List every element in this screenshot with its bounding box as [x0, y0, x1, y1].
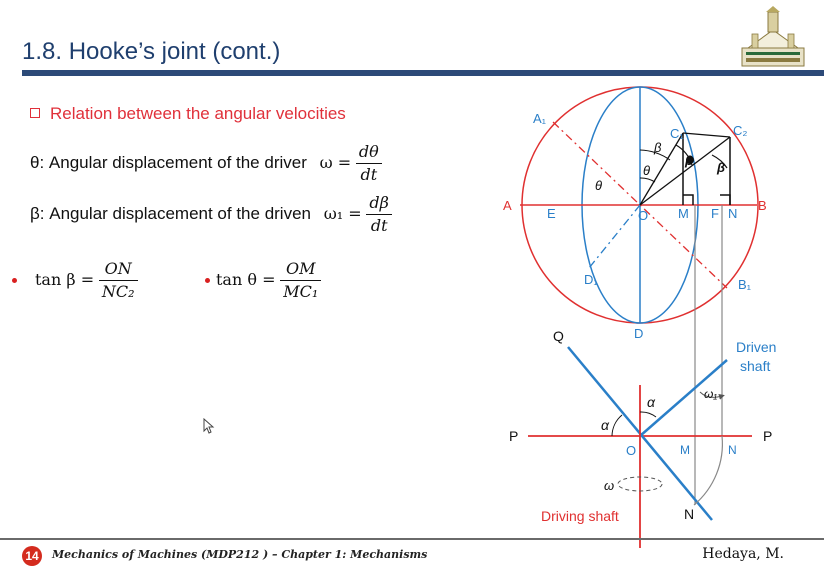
label-omega1: ω₁ [704, 387, 718, 401]
label-O-lower: O [626, 443, 637, 458]
omega-numerator: dθ [356, 141, 382, 164]
label-N-lower: N [728, 443, 737, 457]
beta-definition-text: β: Angular displacement of the driven [30, 203, 311, 223]
omega1-lhs: ω₁ = [323, 203, 362, 223]
label-A: A [503, 198, 512, 213]
label-P-left: P [509, 428, 519, 444]
slide-footer [0, 538, 824, 570]
author-name: Hedaya, M. [702, 546, 784, 562]
course-title: Mechanics of Machines (MDP212 ) – Chapter 1: Mechanisms [52, 548, 428, 561]
omega-lhs: ω = [319, 152, 352, 172]
label-D: D [634, 326, 644, 341]
label-driven-line1: Driven [736, 339, 777, 355]
label-C2: C₂ [733, 123, 748, 138]
label-C1: C₁ [670, 126, 684, 141]
label-B: B [758, 198, 767, 213]
omega1-denominator: dt [370, 216, 388, 235]
label-D1: D₁ [584, 272, 598, 287]
tan-theta-numerator: OM [280, 258, 321, 281]
tan-beta-lhs: tan β = [35, 269, 95, 289]
label-beta-top: β [654, 140, 662, 155]
tan-beta-denominator: NC₂ [101, 282, 135, 301]
label-A1: A₁ [533, 111, 547, 126]
tan-beta-numerator: ON [99, 258, 138, 281]
label-F: F [711, 206, 719, 221]
projection-lines [695, 205, 722, 505]
tan-theta-lhs: tan θ = [216, 269, 276, 289]
label-alpha-right: α [647, 394, 655, 410]
label-omega: ω [604, 478, 615, 493]
label-driven-line2: shaft [740, 358, 771, 374]
label-beta-right: β [717, 160, 726, 175]
label-B1: B₁ [738, 277, 752, 292]
page-number: 14 [22, 546, 42, 566]
label-driving-shaft: Driving shaft [541, 508, 619, 524]
lower-labels [509, 328, 776, 524]
label-Q: Q [553, 328, 564, 344]
label-O-upper: O [638, 208, 649, 223]
label-theta-left: θ [595, 178, 603, 193]
label-M-lower: M [680, 443, 690, 457]
label-E: E [547, 206, 556, 221]
label-alpha-left: α [601, 417, 609, 433]
label-theta-center: θ [643, 163, 651, 178]
label-N-bottom: N [684, 506, 695, 522]
section-heading-text: Relation between the angular velocities [50, 104, 346, 123]
label-P-right: P [763, 428, 773, 444]
omega1-numerator: dβ [366, 192, 392, 215]
tan-theta-denominator: MC₁ [283, 282, 319, 301]
theta-definition-text: θ: Angular displacement of the driver [30, 152, 307, 172]
slide-title: 1.8. Hooke’s joint (cont.) [22, 38, 281, 65]
upper-labels [503, 111, 767, 341]
label-N-upper: N [728, 206, 738, 221]
label-beta-mid: β [685, 153, 694, 168]
label-M-upper: M [678, 206, 689, 221]
omega-denominator: dt [360, 165, 378, 184]
footer-divider [0, 538, 824, 540]
